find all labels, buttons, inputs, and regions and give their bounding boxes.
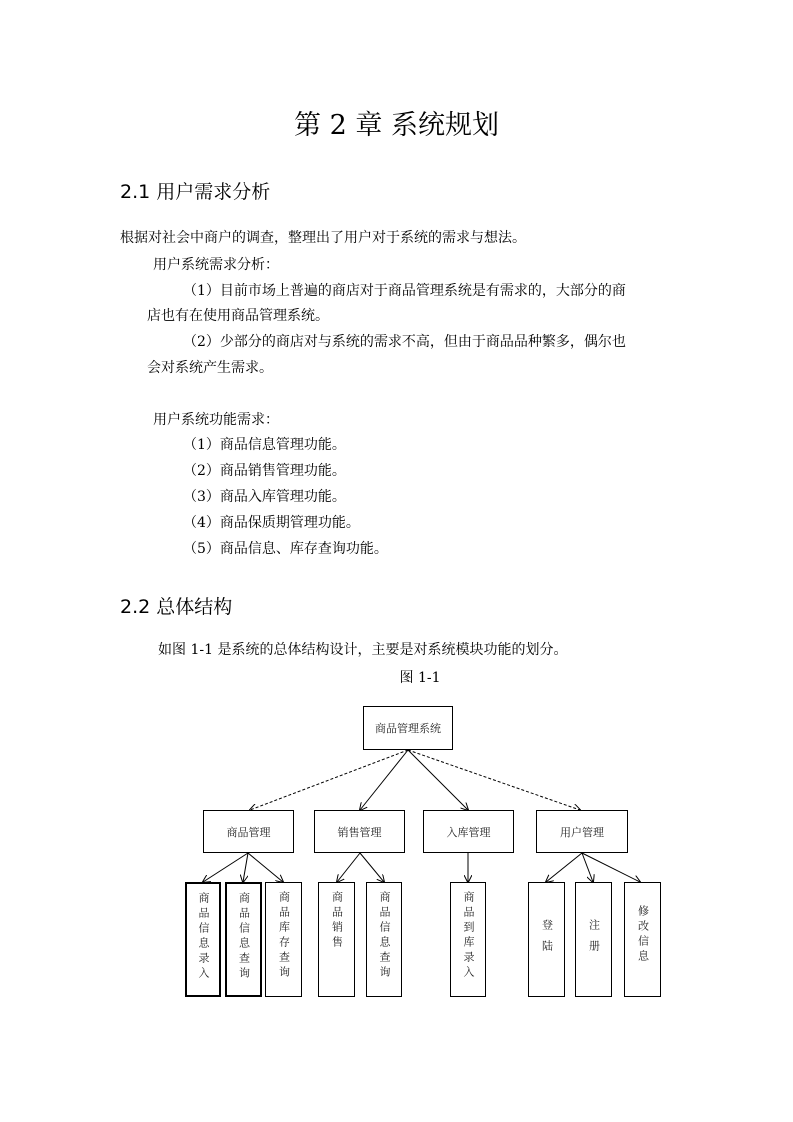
structure-intro: 如图 1-1 是系统的总体结构设计，主要是对系统模块功能的划分。 (158, 642, 568, 658)
leaf-box (318, 882, 355, 997)
need1-line2: 店也有在使用商品管理系统。 (147, 308, 329, 324)
need2-line1: （2）少部分的商店对与系统的需求不高，但由于商品品种繁多，偶尔也 (183, 334, 626, 350)
function-item: （5）商品信息、库存查询功能。 (183, 541, 388, 557)
leaf-box (528, 882, 565, 997)
leaf-label: 商品库存查询 (277, 891, 291, 981)
function-item: （4）商品保质期管理功能。 (183, 515, 360, 531)
needs-label: 用户系统需求分析： (153, 257, 279, 273)
module-box: 销售管理 (314, 810, 405, 853)
leaf-label: 修改信息 (636, 905, 650, 965)
leaf-box (366, 882, 402, 997)
module-box: 入库管理 (423, 810, 514, 853)
leaf-label: 商品到库录入 (462, 891, 475, 981)
function-item: （3）商品入库管理功能。 (183, 489, 346, 505)
leaf-label: 商品销售 (330, 891, 344, 951)
section-heading-user-needs: 2.1 用户需求分析 (120, 181, 271, 203)
leaf-box (185, 882, 221, 997)
diagram-root-box: 商品管理系统 (363, 706, 453, 750)
functions-label: 用户系统功能需求： (153, 412, 279, 428)
leaf-label: 商品信息查询 (378, 891, 391, 981)
leaf-label: 注册 (587, 918, 601, 961)
need1-line1: （1）目前市场上普遍的商店对于商品管理系统是有需求的，大部分的商 (183, 283, 626, 299)
leaf-box (450, 882, 486, 997)
leaf-label: 登陆 (540, 918, 554, 961)
leaf-label: 商品信息查询 (237, 892, 251, 982)
leaf-box (575, 882, 612, 997)
leaf-label: 商品信息录入 (197, 892, 210, 982)
module-box: 商品管理 (203, 810, 294, 853)
module-box: 用户管理 (536, 810, 628, 853)
function-item: （2）商品销售管理功能。 (183, 463, 346, 479)
need2-line2: 会对系统产生需求。 (147, 360, 273, 376)
leaf-box (624, 882, 661, 997)
function-item: （1）商品信息管理功能。 (183, 437, 346, 453)
intro-paragraph: 根据对社会中商户的调查，整理出了用户对于系统的需求与想法。 (120, 230, 526, 246)
chapter-title: 第 2 章 系统规划 (294, 110, 499, 141)
leaf-box (265, 882, 302, 997)
section-heading-overall-structure: 2.2 总体结构 (120, 596, 233, 618)
leaf-box (225, 882, 262, 997)
figure-caption: 图 1-1 (399, 670, 441, 686)
